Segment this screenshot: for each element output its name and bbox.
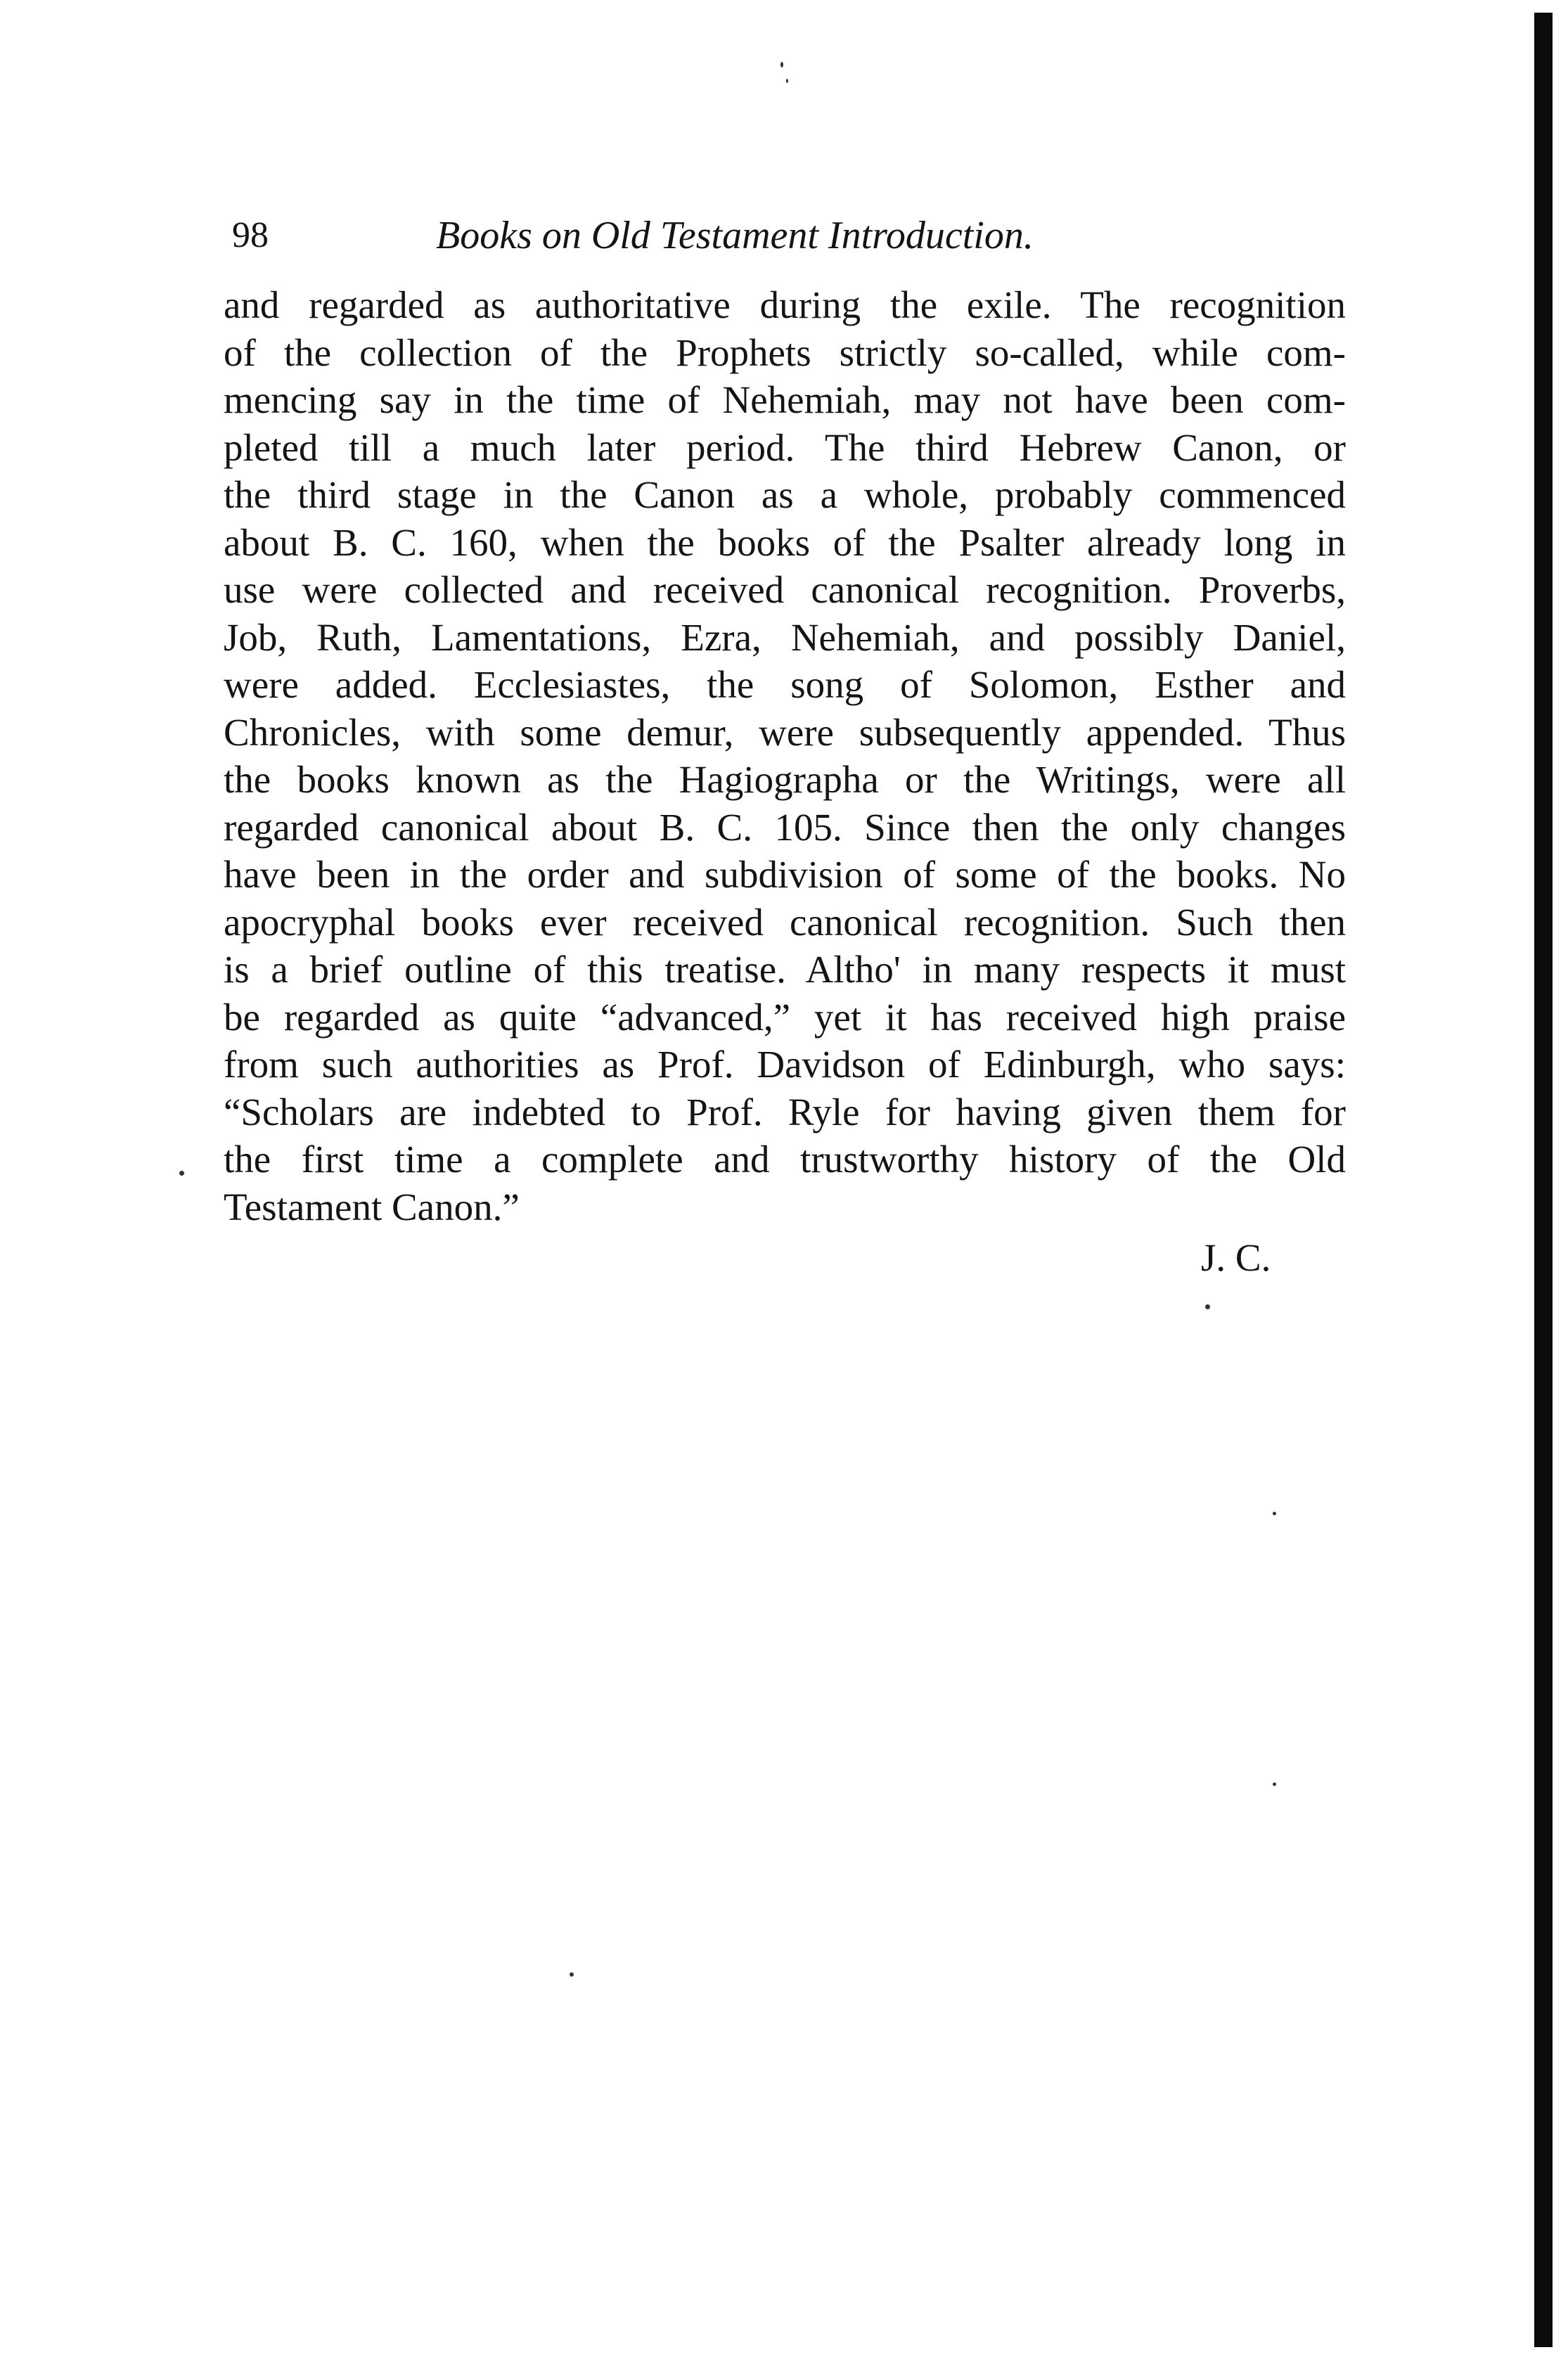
text-line-last: Testament Canon.” (224, 1185, 520, 1228)
text-line: from such authorities as Prof. Davidson of Edinburgh, who says: (224, 1043, 1346, 1086)
text-line: the first time a complete and trustworthy history of the Old (224, 1138, 1346, 1181)
page-header (232, 211, 1378, 267)
text-line: be regarded as quite “advanced,” yet it has received high praise (224, 995, 1346, 1039)
scan-speck (1273, 1512, 1276, 1515)
running-title: Books on Old Testament Introduction. (436, 214, 1034, 257)
text-line: is a brief outline of this treatise. Altho' in many respects it must (224, 948, 1346, 991)
scan-edge-shadow (1534, 13, 1553, 2347)
scan-speck (179, 1171, 184, 1176)
text-line: Chronicles, with some demur, were subsequently appended. Thus (224, 710, 1346, 754)
text-line: regarded canonical about B. C. 105. Since then the only changes (224, 805, 1346, 849)
body-paragraph (224, 281, 1346, 1231)
scan-speck (1273, 1782, 1276, 1786)
signature-initials: J. C. (1201, 1236, 1271, 1279)
text-line: the books known as the Hagiographa or the Writings, were all (224, 758, 1346, 801)
text-line: mencing say in the time of Nehemiah, may not have been com- (224, 378, 1346, 421)
scan-speck (780, 62, 783, 68)
text-line: about B. C. 160, when the books of the Psalter already long in (224, 520, 1346, 564)
scan-speck (786, 79, 788, 83)
text-line: pleted till a much later period. The third Hebrew Canon, or (224, 425, 1346, 469)
scan-speck (570, 1972, 574, 1977)
text-line: were added. Ecclesiastes, the song of Solomon, Esther and (224, 663, 1346, 706)
text-line: use were collected and received canonical recognition. Proverbs, (224, 568, 1346, 611)
text-line: of the collection of the Prophets strictly so-called, while com- (224, 330, 1346, 374)
text-line: the third stage in the Canon as a whole, probably commenced (224, 473, 1346, 516)
page-number: 98 (232, 215, 269, 255)
text-line: “Scholars are indebted to Prof. Ryle for having given them for (224, 1090, 1346, 1133)
text-line: apocryphal books ever received canonical recognition. Such then (224, 900, 1346, 944)
text-line: and regarded as authoritative during the exile. The recognition (224, 283, 1346, 326)
text-line: Job, Ruth, Lamentations, Ezra, Nehemiah, and possibly Daniel, (224, 615, 1346, 659)
text-line: have been in the order and subdivision of some of the books. No (224, 853, 1346, 896)
scan-speck (1205, 1304, 1210, 1309)
